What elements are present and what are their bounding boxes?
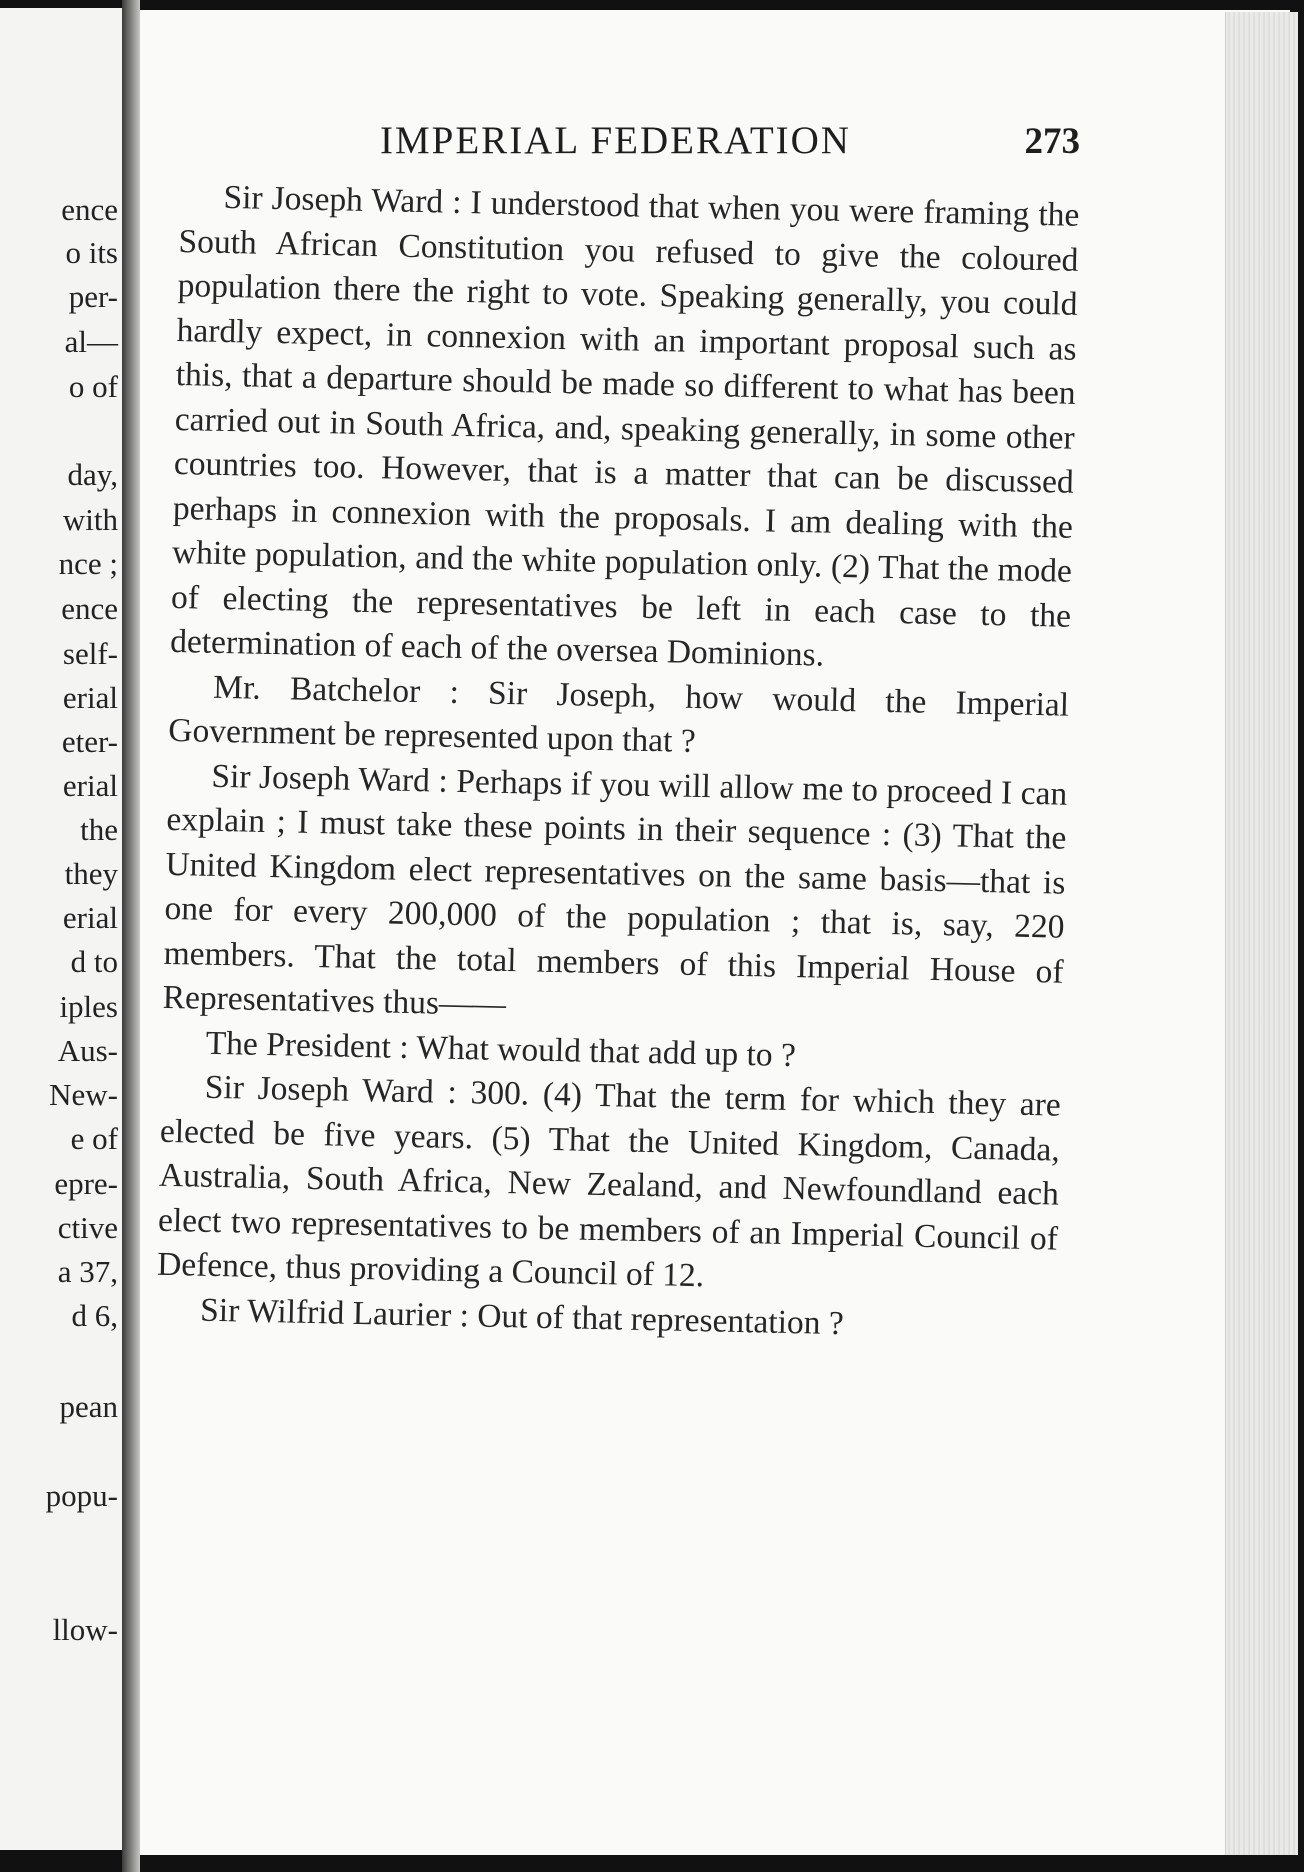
left-page-fragment: popu-	[45, 1478, 118, 1513]
left-page-fragment: ctive	[57, 1210, 118, 1245]
left-page-fragment: d 6,	[71, 1298, 118, 1333]
paragraph: Mr. Batchelor : Sir Joseph, how would the Imperial Government be represented upon that ?	[167, 668, 1070, 760]
left-page-fragment: ence	[61, 591, 118, 626]
left-page-fragment: al—	[64, 324, 118, 359]
page-header	[230, 118, 1080, 168]
left-page-fragment: o of	[68, 369, 118, 404]
left-page-fragment: New-	[49, 1077, 118, 1112]
left-page-fragment: day,	[67, 457, 118, 492]
paragraph: Sir Joseph Ward : 300. (4) That the term for which they are elected be five years. (5) That the United Kingdom, Canada, Australia, South Africa, New Zealand, and Newfoundland each elect two representatives to be members of an Imperial Council of Defence, thus providing a Council of 12.	[156, 1068, 1062, 1295]
paragraph: Sir Joseph Ward : Perhaps if you will allow me to proceed I can explain ; I must take these points in their sequence : (3) That the United Kingdom elect representatives on the same basis—that is one for every 200,000 of the population ; that is, say, 220 members. That the total members of this Imperial House of Representatives thus——	[162, 757, 1068, 1024]
left-page-fragment: o its	[65, 235, 118, 270]
left-page-fragment: nce ;	[58, 546, 118, 581]
left-page-fragment: d to	[70, 944, 118, 979]
left-page-fragment: per-	[68, 279, 118, 314]
left-page-fragment: erial	[62, 768, 118, 803]
left-page	[0, 8, 125, 1850]
left-page-fragment: ence	[61, 192, 118, 227]
page-edges	[1225, 12, 1298, 1855]
left-page-fragment: llow-	[52, 1612, 118, 1647]
paragraph: Sir Joseph Ward : I understood that when you were framing the South African Constitution you refused to give the coloured population there the right to vote. Speaking generally, you could hardly expect, in connexion with an important proposal such as this, that a departure should be made so different to what has been carried out in South Africa, and, speaking generally, in some other countries too. However, that is a matter that can be discussed perhaps in connexion with the proposals. I am dealing with the white population, and the white population only. (2) That the mode of electing the representatives be left in each case to the determination of each of the oversea Dominions.	[169, 178, 1080, 674]
left-page-fragment: Aus-	[57, 1033, 118, 1068]
left-page-fragment: a 37,	[57, 1254, 118, 1289]
page-number: 273	[1024, 121, 1080, 162]
paragraph: Sir Wilfrid Laurier : Out of that representation ?	[199, 1291, 845, 1342]
paragraph: The President : What would that add up to ?	[205, 1024, 797, 1074]
left-page-fragment: the	[80, 812, 118, 847]
left-page-fragment: erial	[62, 900, 118, 935]
left-page-fragment: pean	[59, 1389, 118, 1424]
running-head: IMPERIAL FEDERATION	[380, 119, 851, 162]
left-page-fragment: epre-	[54, 1166, 118, 1201]
left-page-fragment: eter-	[61, 724, 118, 759]
left-page-fragment: they	[64, 856, 118, 891]
left-page-fragment: e of	[70, 1121, 118, 1156]
left-page-fragment: iples	[59, 989, 118, 1024]
left-page-fragment: self-	[62, 636, 118, 671]
left-page-fragment: with	[62, 502, 118, 537]
left-page-fragment: erial	[62, 680, 118, 715]
book-gutter	[122, 0, 140, 1872]
page-body	[156, 175, 1080, 1351]
